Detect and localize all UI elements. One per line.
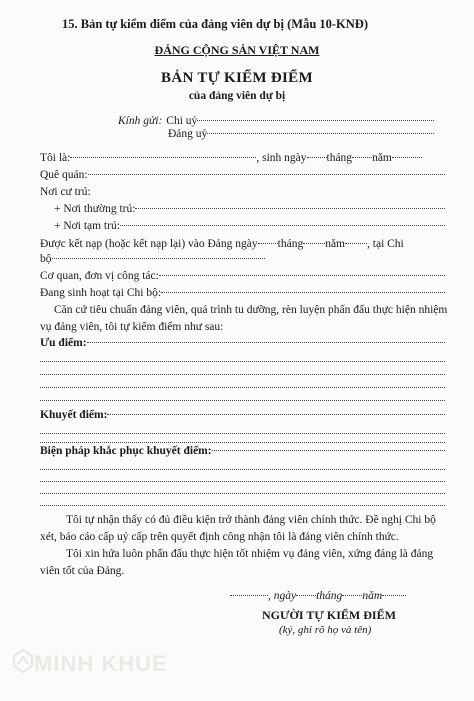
weaknesses-rule-2[interactable]	[40, 442, 445, 443]
recipient-label: Kính gửi:	[118, 115, 163, 127]
hometown-blank[interactable]	[88, 174, 445, 175]
signature-day-label: , ngày	[268, 590, 297, 602]
dob-month-blank[interactable]	[352, 157, 372, 158]
remedies-blank[interactable]	[212, 450, 445, 451]
dob-day-blank[interactable]	[307, 157, 327, 158]
residence-line	[40, 186, 140, 198]
temporary-blank[interactable]	[120, 225, 445, 226]
watermark-text: MINH KHUE	[34, 651, 168, 676]
remedies-line	[40, 445, 445, 457]
hometown-label: Quê quán:	[40, 169, 88, 181]
recipient-dang-uy: Đảng uỷ	[168, 128, 208, 140]
name-blank[interactable]	[70, 157, 256, 158]
signature-place-blank[interactable]	[230, 595, 268, 596]
dob-month-label: tháng	[326, 152, 353, 164]
admitted-year-blank[interactable]	[345, 243, 367, 244]
current-cell-line	[40, 287, 445, 299]
workplace-blank[interactable]	[159, 275, 445, 276]
weaknesses-heading: Khuyết điểm:	[40, 409, 108, 421]
weaknesses-rule-1[interactable]	[40, 433, 445, 434]
recipient-chi-uy: Chi uỷ	[166, 115, 198, 127]
dob-label: , sinh ngày	[256, 152, 307, 164]
admitted-day-blank[interactable]	[258, 243, 278, 244]
watermark-logo-icon	[12, 648, 34, 674]
strengths-blank[interactable]	[87, 342, 445, 343]
closing-paragraph-2: Tôi xin hứa luôn phấn đấu thực hiện tốt nhiệm vụ đảng viên, xứng đáng là đảng viên tốt của Đảng.	[40, 548, 434, 577]
dob-year-blank[interactable]	[392, 157, 422, 158]
signature-month-label: tháng	[316, 590, 343, 602]
strengths-rule-3[interactable]	[40, 387, 445, 388]
admitted-cell-cont: bộ	[40, 253, 52, 265]
signature-title: NGƯỜI TỰ KIỂM ĐIỂM	[262, 608, 396, 622]
permanent-label: + Nơi thường trú:	[54, 203, 136, 215]
recipient-chi-uy-blank[interactable]	[197, 120, 434, 121]
strengths-rule-2[interactable]	[40, 374, 445, 375]
temporary-label: + Nơi tạm trú:	[54, 220, 120, 232]
recipient-line-1	[118, 115, 434, 127]
party-name: ĐẢNG CỘNG SẢN VIỆT NAM	[154, 43, 320, 57]
name-label: Tôi là:	[40, 152, 71, 164]
remedies-rule-2[interactable]	[40, 481, 445, 482]
signature-note: (ký, ghi rõ họ và tên)	[279, 624, 372, 636]
closing-paragraph-1: Tôi tự nhận thấy có đủ điều kiện trở thành đảng viên chính thức. Đề nghị Chi bộ xét, báo cáo cấp uỷ cấp trên quyết định công nhận tôi là đảng viên chính thức.	[40, 514, 436, 543]
signature-month-blank[interactable]	[342, 595, 362, 596]
dob-year-label: năm	[372, 152, 392, 164]
admitted-cell-blank[interactable]	[52, 258, 266, 259]
recipient-line-2	[168, 128, 434, 140]
document-subtitle: của đảng viên dự bị	[188, 90, 286, 102]
signature-year-label: năm	[362, 590, 383, 602]
weaknesses-blank[interactable]	[107, 414, 445, 415]
permanent-blank[interactable]	[135, 208, 445, 209]
admitted-label: Được kết nạp (hoặc kết nạp lại) vào Đảng ngày	[40, 238, 258, 250]
signature-day-blank[interactable]	[296, 595, 316, 596]
signature-date-line	[230, 590, 435, 602]
recipient-dang-uy-blank[interactable]	[207, 133, 434, 134]
remedies-rule-1[interactable]	[40, 469, 445, 470]
admitted-month-blank[interactable]	[303, 243, 325, 244]
remedies-rule-4[interactable]	[40, 505, 445, 506]
admitted-year-label: năm	[325, 238, 346, 250]
workplace-label: Cơ quan, đơn vị công tác:	[40, 270, 159, 282]
admitted-line	[40, 238, 445, 250]
hometown-line	[40, 169, 445, 181]
strengths-line	[40, 337, 445, 349]
residence-label: Nơi cư trú:	[40, 186, 91, 198]
admitted-cell-label: , tại Chi	[367, 238, 404, 250]
strengths-rule-4[interactable]	[40, 400, 445, 401]
current-cell-label: Đang sinh hoạt tại Chi bộ:	[40, 287, 162, 299]
workplace-line	[40, 270, 445, 282]
current-cell-blank[interactable]	[161, 292, 445, 293]
strengths-heading: Ưu điểm:	[40, 337, 87, 349]
intro-paragraph: Căn cứ tiêu chuẩn đảng viên, quá trình tu dưỡng, rèn luyện phấn đấu thực hiện nhiệm vụ đảng viên, tôi tự kiểm điểm như sau:	[40, 304, 448, 333]
form-number: 15. Bản tự kiểm điểm của đảng viên dự bị (Mẫu 10-KNĐ)	[62, 17, 368, 31]
signature-year-blank[interactable]	[382, 595, 406, 596]
admitted-month-label: tháng	[277, 238, 304, 250]
admitted-line-2	[40, 253, 265, 265]
weaknesses-line	[40, 409, 445, 421]
remedies-heading: Biện pháp khắc phục khuyết điểm:	[40, 445, 212, 457]
document-title: BẢN TỰ KIỂM ĐIỂM	[161, 70, 313, 86]
remedies-rule-3[interactable]	[40, 493, 445, 494]
strengths-rule-1[interactable]	[40, 361, 445, 362]
name-line	[40, 152, 445, 164]
permanent-line	[54, 203, 445, 215]
temporary-line	[54, 220, 445, 232]
